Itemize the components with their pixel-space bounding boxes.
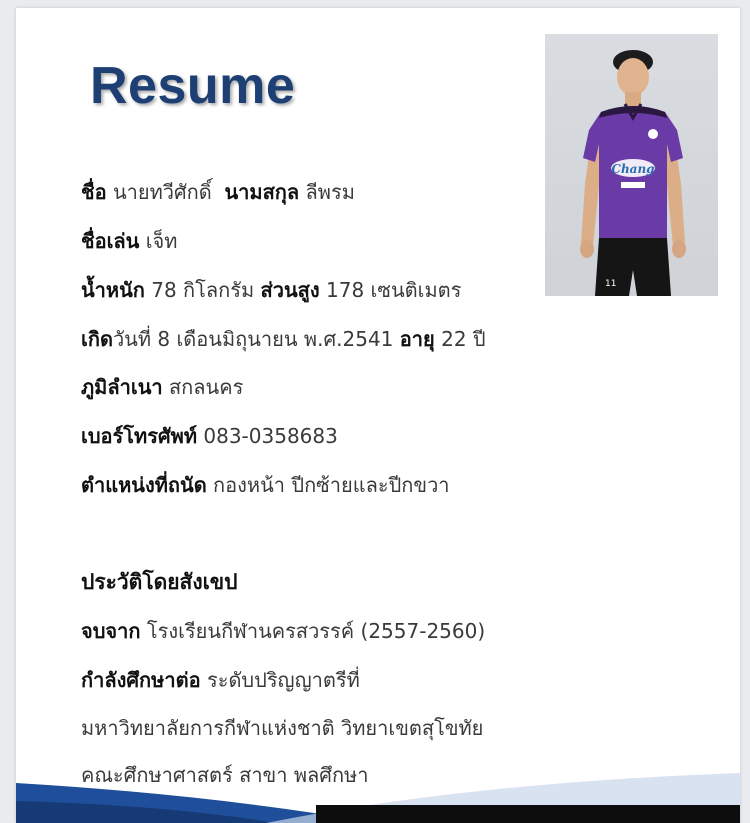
resume-page xyxy=(16,8,740,823)
studying-value: ระดับปริญญาตรีที่ xyxy=(206,668,360,692)
studying-row xyxy=(81,664,360,696)
height-label: ส่วนสูง xyxy=(260,278,320,302)
name-row xyxy=(81,176,355,208)
age-value: 22 ปี xyxy=(441,327,486,351)
birth-value: วันที่ 8 เดือนมิถุนายน พ.ศ.2541 xyxy=(112,327,394,351)
phone-label: เบอร์โทรศัพท์ xyxy=(81,424,198,448)
decorative-bottom-band xyxy=(16,753,740,823)
graduated-label: จบจาก xyxy=(81,619,141,643)
weight-label: น้ำหนัก xyxy=(81,278,145,302)
hometown-row xyxy=(81,371,243,403)
graduated-row xyxy=(81,615,485,647)
weight-height-row xyxy=(81,274,461,306)
page-title: Resume xyxy=(90,57,296,115)
birth-label: เกิด xyxy=(81,327,113,351)
position-label: ตำแหน่งที่ถนัด xyxy=(81,473,207,497)
university-line: มหาวิทยาลัยการกีฬาแห่งชาติ วิทยาเขตสุโขทัย xyxy=(81,716,484,740)
phone-row xyxy=(81,420,338,452)
hometown-label: ภูมิลำเนา xyxy=(81,375,163,399)
name-value: นายทวีศักดิ์ xyxy=(112,180,212,204)
name-label: ชื่อ xyxy=(81,180,107,204)
jersey-sponsor-text: Chang xyxy=(611,162,655,176)
age-label: อายุ xyxy=(399,327,435,351)
hometown-value: สกลนคร xyxy=(168,375,244,399)
position-row xyxy=(81,469,450,501)
history-title: ประวัติโดยสังเขป xyxy=(81,570,238,594)
phone-value: 083-0358683 xyxy=(203,424,338,448)
nickname-row xyxy=(81,225,177,257)
jersey-number: 11 xyxy=(605,279,617,289)
birth-age-row xyxy=(81,323,486,355)
surname-label: นามสกุล xyxy=(224,180,300,204)
nickname-value: เจ็ท xyxy=(145,229,178,253)
nickname-label: ชื่อเล่น xyxy=(81,229,140,253)
surname-value: ลีพรม xyxy=(305,180,355,204)
height-value: 178 เซนติเมตร xyxy=(326,278,462,302)
position-value: กองหน้า ปีกซ้ายและปีกขวา xyxy=(213,473,450,497)
faculty-line: คณะศึกษาศาสตร์ สาขา พลศึกษา xyxy=(81,763,369,787)
studying-label: กำลังศึกษาต่อ xyxy=(81,668,201,692)
weight-value: 78 กิโลกรัม xyxy=(151,278,255,302)
player-photo xyxy=(545,34,718,296)
graduated-value: โรงเรียนกีฬานครสวรรค์ (2557-2560) xyxy=(146,619,486,643)
